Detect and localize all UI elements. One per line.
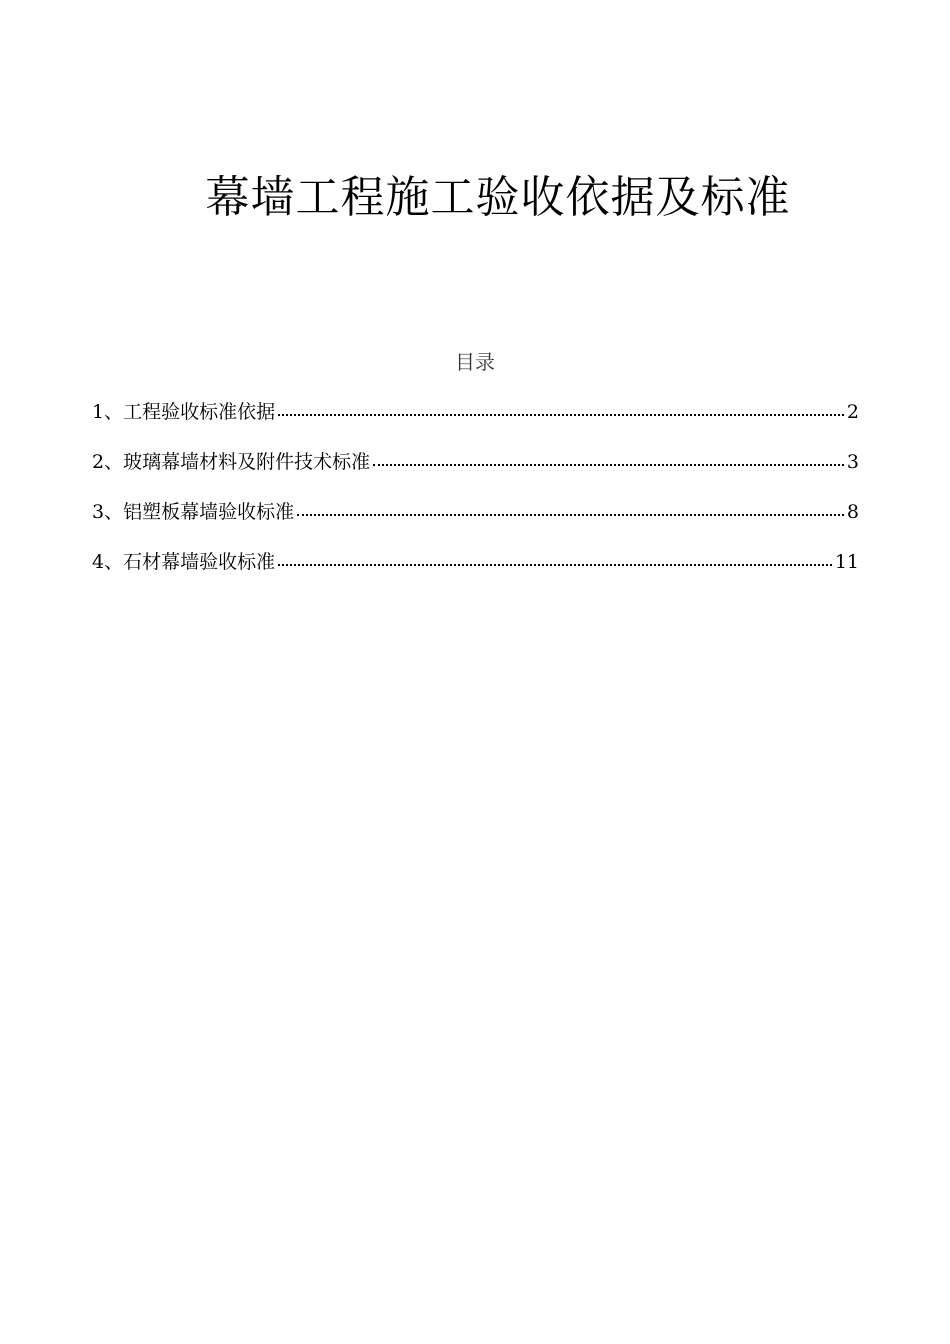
toc-entry-label: 2、玻璃幕墙材料及附件技术标准 <box>92 451 371 473</box>
toc-dot-leader <box>278 398 844 418</box>
toc-entry-page: 3 <box>846 451 859 473</box>
document-title: 幕墙工程施工验收依据及标准 <box>205 172 791 223</box>
toc-entry-label: 4、石材幕墙验收标准 <box>92 551 276 573</box>
toc-entry-page: 8 <box>846 501 859 523</box>
toc-heading: 目录 <box>455 350 495 374</box>
toc-entry[interactable] <box>92 548 859 598</box>
toc-entry[interactable] <box>92 448 859 498</box>
toc-dot-leader <box>278 548 832 568</box>
toc-entry[interactable] <box>92 498 859 548</box>
toc-entry-page: 11 <box>834 551 859 573</box>
table-of-contents <box>92 398 859 598</box>
toc-dot-leader <box>297 498 844 518</box>
toc-entry-label: 1、工程验收标准依据 <box>92 401 276 423</box>
toc-entry-page: 2 <box>846 401 859 423</box>
toc-entry-label: 3、铝塑板幕墙验收标准 <box>92 501 295 523</box>
toc-entry[interactable] <box>92 398 859 448</box>
toc-dot-leader <box>373 448 844 468</box>
